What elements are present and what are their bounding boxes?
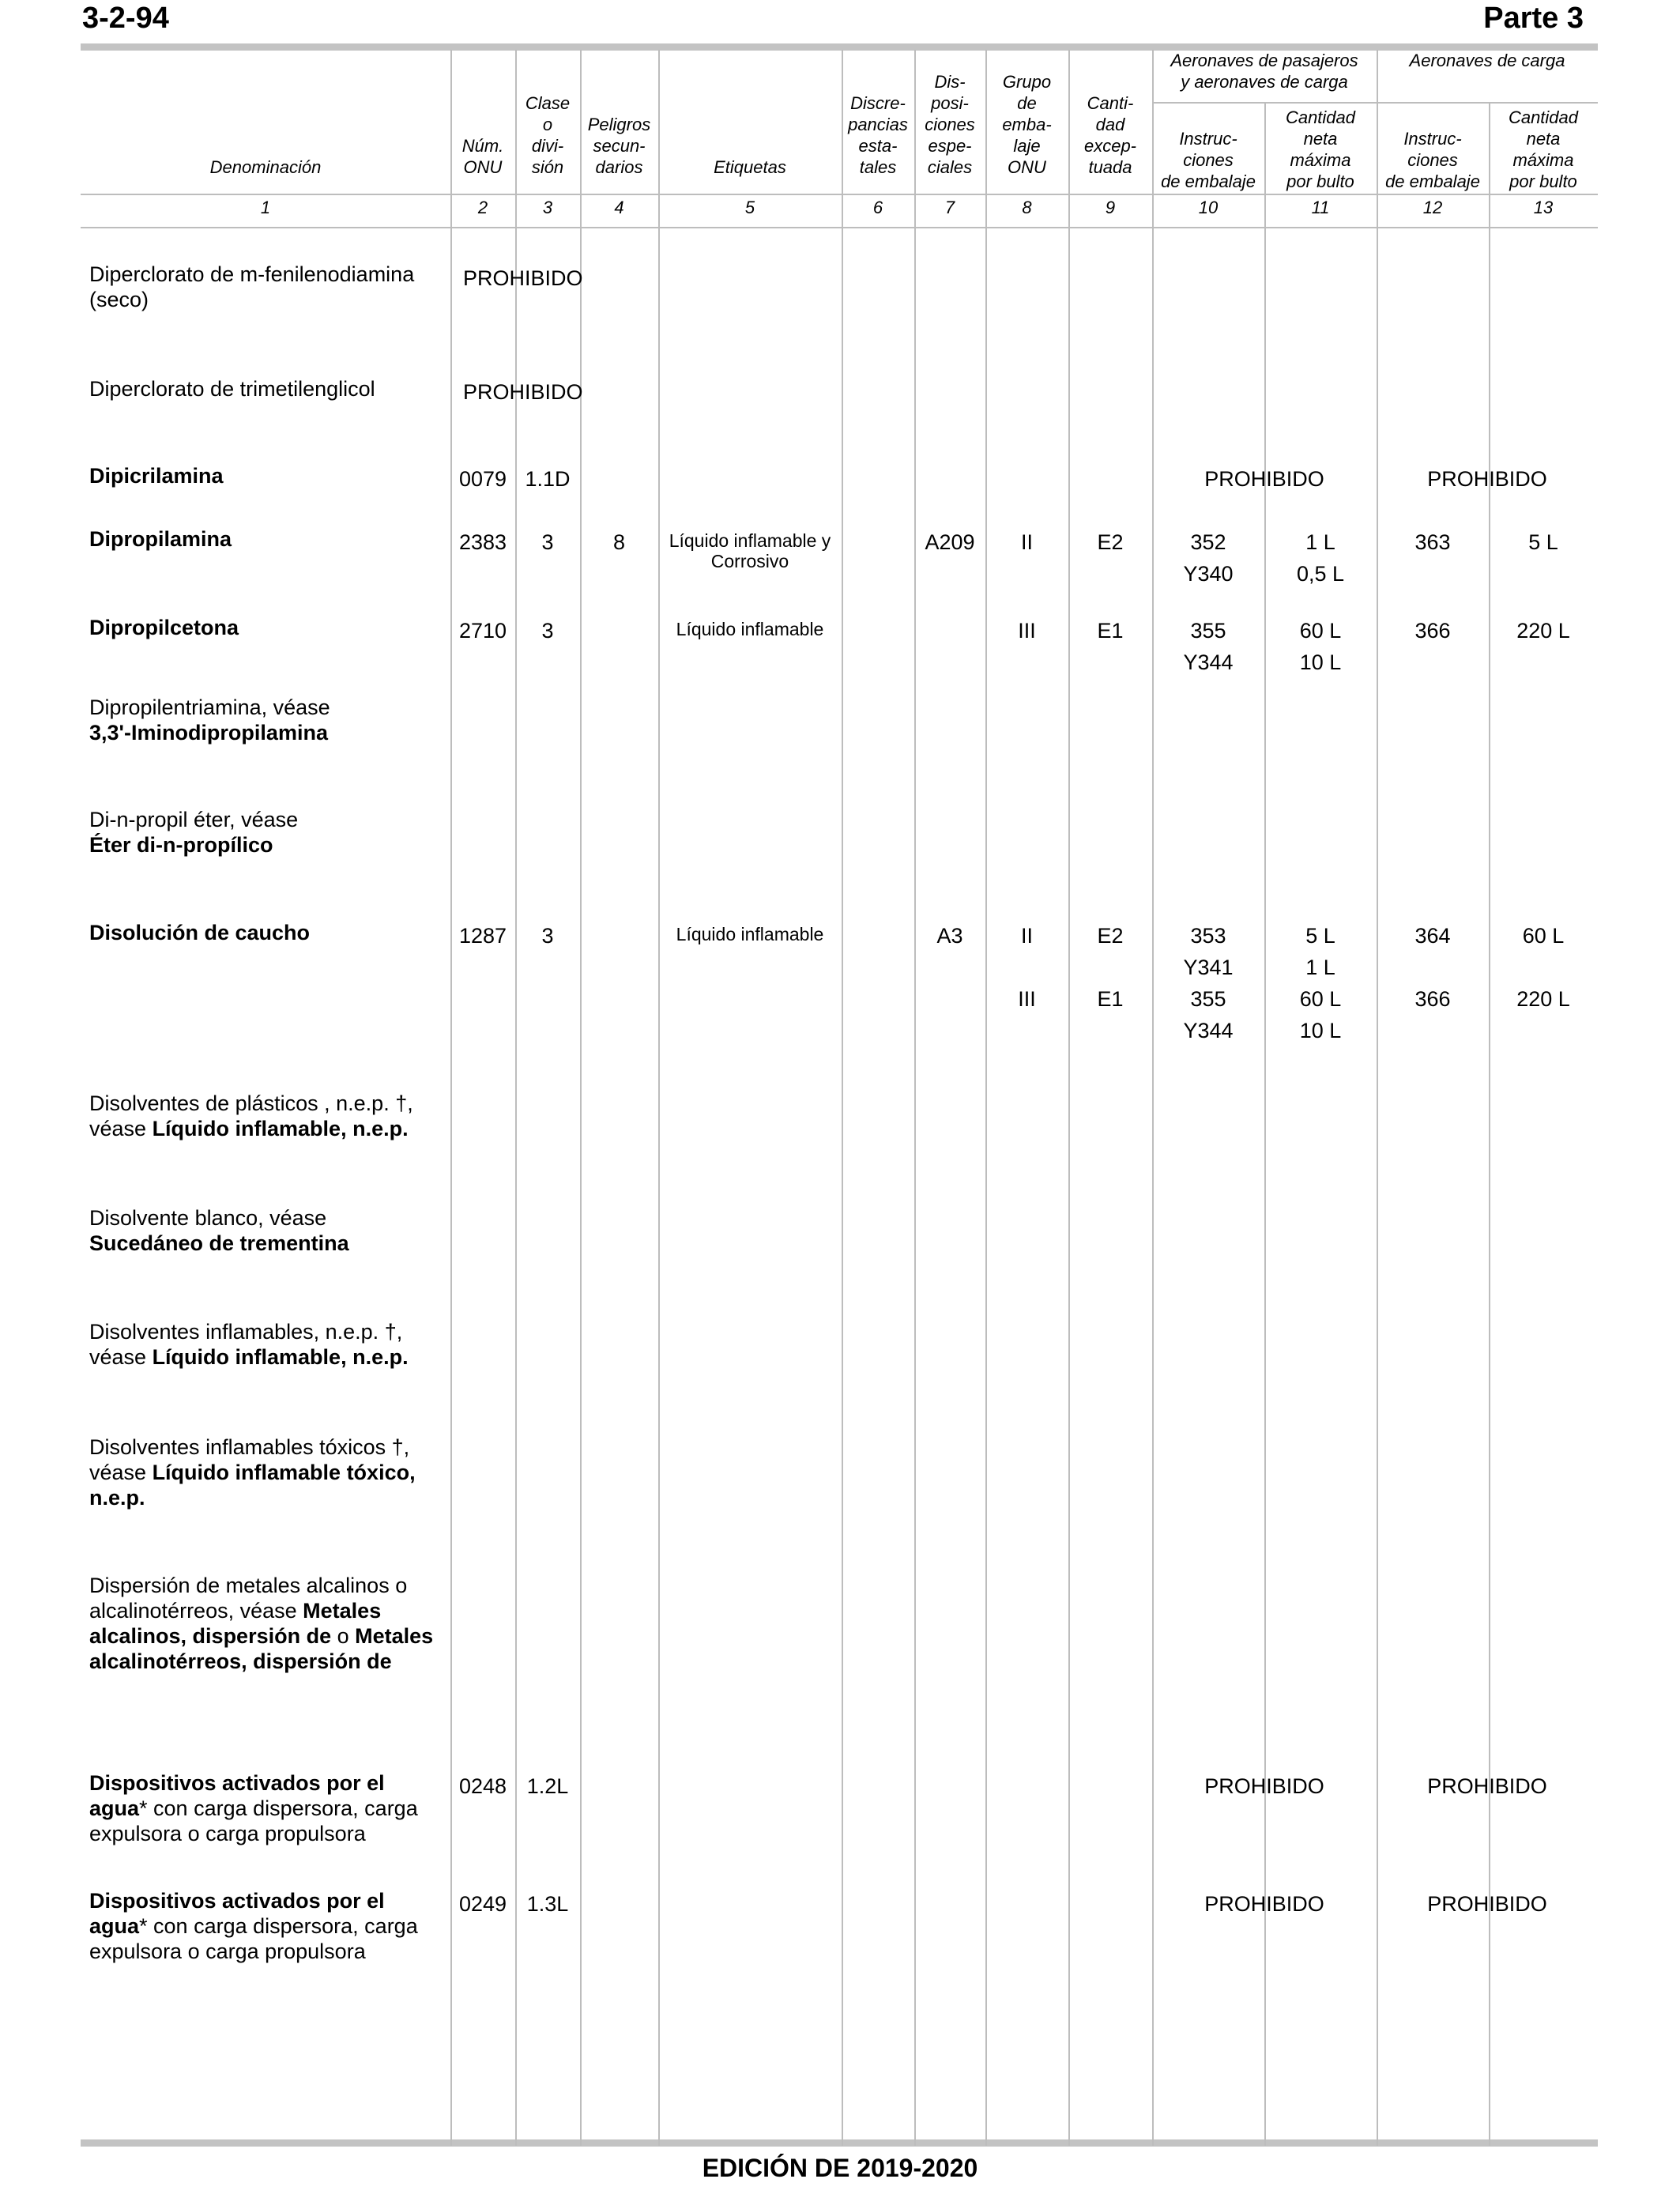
packing-instruction: 352	[1190, 530, 1226, 554]
header-instrucciones-pax: Instruc- ciones de embalaje	[1161, 129, 1256, 191]
entry-name: Dispositivos activados por el agua* con carga dispersora, carga expulsora o carga propulsora	[89, 1771, 418, 1845]
max-net-quantity: 1 L	[1305, 956, 1335, 979]
subsidiary-hazard: 8	[612, 530, 626, 554]
entry-name: Disolución de caucho	[89, 921, 311, 944]
special-provision: A209	[925, 530, 975, 554]
packing-group: II	[1020, 924, 1033, 948]
header-instrucciones-cargo: Instruc- ciones de embalaje	[1385, 129, 1480, 191]
col-number: 13	[1533, 198, 1554, 217]
group-header-line	[1152, 102, 1598, 104]
col-number: 5	[744, 198, 755, 217]
un-number: 0249	[458, 1892, 507, 1916]
class-division: 3	[541, 924, 554, 948]
header-bottom-line	[81, 194, 1598, 195]
header-clase: Clase o divi- sión	[525, 93, 571, 177]
pax-status: PROHIBIDO	[1204, 467, 1324, 491]
page-number: 3-2-94	[82, 2, 169, 35]
header-cantidad-pax: Cantidad neta máxima por bulto	[1285, 107, 1356, 191]
cargo-max-net-quantity: 220 L	[1516, 987, 1570, 1011]
class-division: 3	[541, 619, 554, 643]
status-prohibido: PROHIBIDO	[463, 380, 583, 404]
col-number: 11	[1311, 198, 1330, 217]
entry-name: Di-n-propil éter, véase Éter di-n-propílico	[89, 808, 299, 857]
col-number: 10	[1198, 198, 1219, 217]
col-number: 2	[477, 198, 488, 217]
max-net-quantity: 10 L	[1299, 1019, 1342, 1042]
col-number: 7	[944, 198, 955, 217]
un-number: 2710	[458, 619, 507, 643]
entry-name: Dispersión de metales alcalinos o alcalinotérreos, véase Metales alcalinos, dispersión de o Metales alcalinotérreos, dispersión de	[89, 1574, 434, 1673]
entry-name: Disolvente blanco, véase Sucedáneo de trementina	[89, 1206, 349, 1255]
status-prohibido: PROHIBIDO	[463, 266, 583, 290]
col-number: 1	[260, 198, 271, 217]
cargo-status: PROHIBIDO	[1427, 1892, 1547, 1916]
col-number: 6	[872, 198, 883, 217]
col-line	[914, 50, 916, 2146]
max-net-quantity: 60 L	[1299, 619, 1342, 643]
entry-name: Dispositivos activados por el agua* con carga dispersora, carga expulsora o carga propulsora	[89, 1889, 418, 1963]
col-number: 8	[1022, 198, 1032, 217]
pax-status: PROHIBIDO	[1204, 1774, 1324, 1798]
header-disposiciones: Dis- posi- ciones espe- ciales	[925, 72, 975, 177]
packing-instruction: 353	[1190, 924, 1226, 948]
col-line	[985, 50, 987, 2146]
entry-name: Disolventes inflamables, n.e.p. †, véase Líquido inflamable, n.e.p.	[89, 1320, 409, 1369]
header-cantidad-cargo: Cantidad neta máxima por bulto	[1508, 107, 1579, 191]
excepted-quantity: E1	[1097, 987, 1124, 1011]
col-line	[580, 50, 582, 2146]
col-number: 4	[614, 198, 624, 217]
class-division: 1.2L	[526, 1774, 569, 1798]
entry-name: Disolventes de plásticos , n.e.p. †, véase Líquido inflamable, n.e.p.	[89, 1091, 413, 1140]
header-group-cargo: Aeronaves de carga	[1409, 51, 1565, 70]
un-number: 2383	[458, 530, 507, 554]
col-number: 12	[1422, 198, 1443, 217]
packing-instruction: Y340	[1183, 562, 1234, 586]
col-line	[842, 50, 843, 2146]
cargo-status: PROHIBIDO	[1427, 1774, 1547, 1798]
label: Líquido inflamable	[676, 619, 824, 639]
max-net-quantity: 0,5 L	[1296, 562, 1345, 586]
cargo-max-net-quantity: 5 L	[1528, 530, 1558, 554]
cargo-max-net-quantity: 60 L	[1522, 924, 1565, 948]
label: Líquido inflamable	[676, 924, 824, 944]
col-line	[1264, 103, 1266, 2146]
header-num-onu: Núm. ONU	[461, 136, 504, 177]
entry-name: Diperclorato de trimetilenglicol	[89, 377, 375, 401]
packing-instruction: Y344	[1183, 650, 1234, 674]
packing-group: III	[1018, 987, 1036, 1011]
cargo-packing-instruction: 366	[1414, 619, 1451, 643]
header-denominacion: Denominación	[209, 157, 322, 177]
un-number: 0079	[458, 467, 507, 491]
class-division: 1.3L	[526, 1892, 569, 1916]
header-group-pax: Aeronaves de pasajeros y aeronaves de carga	[1170, 51, 1358, 92]
col-number-line	[81, 227, 1598, 228]
max-net-quantity: 1 L	[1305, 530, 1335, 554]
header-grupo: Grupo de emba- laje ONU	[1002, 72, 1052, 177]
max-net-quantity: 10 L	[1299, 650, 1342, 674]
cargo-packing-instruction: 363	[1414, 530, 1451, 554]
col-line	[1068, 50, 1070, 2146]
col-line	[1152, 50, 1154, 2146]
cargo-packing-instruction: 366	[1414, 987, 1451, 1011]
cargo-max-net-quantity: 220 L	[1516, 619, 1570, 643]
class-division: 3	[541, 530, 554, 554]
packing-instruction: Y341	[1183, 956, 1234, 979]
pax-status: PROHIBIDO	[1204, 1892, 1324, 1916]
excepted-quantity: E2	[1097, 530, 1124, 554]
packing-instruction: 355	[1190, 619, 1226, 643]
part-label: Parte 3	[1483, 2, 1584, 35]
label: Líquido inflamable y Corrosivo	[669, 530, 831, 571]
entry-name: Diperclorato de m-fenilenodiamina (seco)	[89, 262, 415, 311]
col-line	[515, 50, 517, 2146]
cargo-status: PROHIBIDO	[1427, 467, 1547, 491]
special-provision: A3	[936, 924, 963, 948]
edition-footer: EDICIÓN DE 2019-2020	[702, 2154, 978, 2182]
header-peligros: Peligros secun- darios	[587, 115, 651, 177]
entry-name: Dipropilcetona	[89, 616, 239, 639]
col-line	[1377, 50, 1378, 2146]
col-line	[658, 50, 660, 2146]
col-number: 9	[1105, 198, 1116, 217]
header-cantidad-exceptuada: Canti- dad excep- tuada	[1083, 93, 1137, 177]
header-etiquetas: Etiquetas	[714, 157, 786, 177]
class-division: 1.1D	[525, 467, 571, 491]
dangerous-goods-table	[81, 43, 1598, 2146]
col-line	[1489, 103, 1490, 2146]
cargo-packing-instruction: 364	[1414, 924, 1451, 948]
packing-group: II	[1020, 530, 1033, 554]
excepted-quantity: E2	[1097, 924, 1124, 948]
entry-name: Dipropilentriamina, véase 3,3'-Iminodipropilamina	[89, 696, 330, 745]
packing-instruction: 355	[1190, 987, 1226, 1011]
entry-name: Disolventes inflamables tóxicos †, véase Líquido inflamable tóxico, n.e.p.	[89, 1435, 416, 1510]
col-line	[450, 50, 452, 2146]
header-discrepancias: Discre- pancias esta- tales	[848, 93, 908, 177]
max-net-quantity: 60 L	[1299, 987, 1342, 1011]
un-number: 1287	[458, 924, 507, 948]
un-number: 0248	[458, 1774, 507, 1798]
col-number: 3	[542, 198, 553, 217]
packing-group: III	[1018, 619, 1036, 643]
excepted-quantity: E1	[1097, 619, 1124, 643]
max-net-quantity: 5 L	[1305, 924, 1335, 948]
entry-name: Dipicrilamina	[89, 464, 224, 488]
packing-instruction: Y344	[1183, 1019, 1234, 1042]
entry-name: Dipropilamina	[89, 527, 232, 551]
